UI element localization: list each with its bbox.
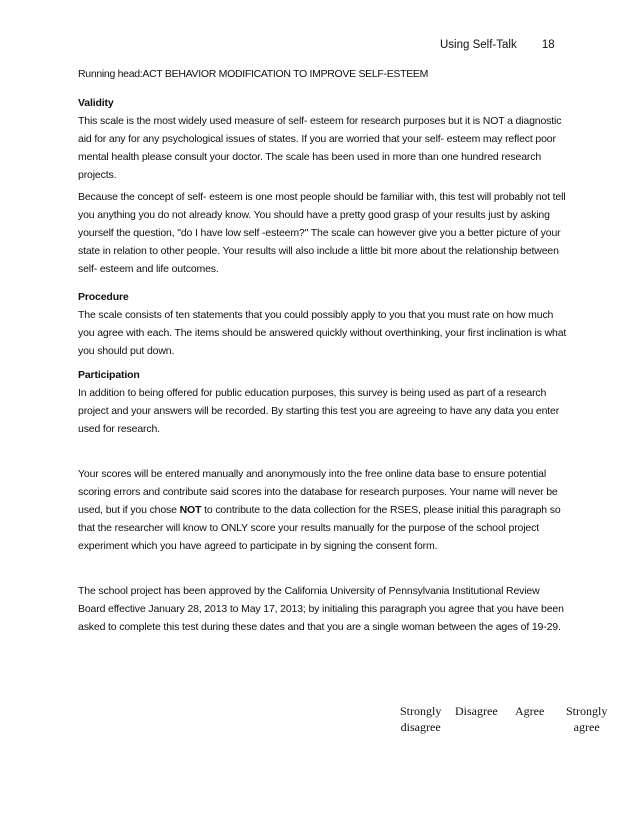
scale-strongly-agree (566, 703, 607, 735)
procedure-heading: Procedure (78, 291, 129, 303)
procedure-paragraph: The scale consists of ten statements that you could possibly apply to you that you must rate on how much you agree with each. The items should be answered quickly without overthinking, your first inclination is what you should put down. (78, 309, 567, 357)
approval-paragraph: The school project has been approved by the California University of Pennsylvania Institutional Review Board effective January 28, 2013 to May 17, 2013; by initialing this paragraph you agree that you have been asked to complete this test during these dates and that you are a single woman between the ages of 19-29. (78, 585, 564, 633)
scores-text-post: to contribute to the data collection for the RSES, please initial this paragraph so that the researcher will know to ONLY score your results manually for the purpose of the school project experiment which you have agreed to participate in by signing the consent form. (78, 504, 561, 552)
page-number: 18 (541, 39, 555, 51)
scale-strongly-disagree (400, 703, 441, 735)
scale-strongly-agree-line-2: agree (573, 720, 600, 734)
validity-paragraph-1: This scale is the most widely used measure of self- esteem for research purposes but it is NOT a diagnostic aid for any for any psychological issues of states. If you are worried that your self- esteem may reflect poor mental health please consult your doctor. The scale has been used in more than one hundred research projects. (78, 115, 562, 181)
scale-strongly-disagree-line-1: Strongly (400, 704, 442, 718)
procedure-section (78, 288, 568, 360)
validity-paragraph-2: Because the concept of self- esteem is one most people should be familiar with, this test will probably not tell you anything you do not already know. You should have a pretty good grasp of your results just by asking yourself the question, "do I have low self -esteem?" The scale can however give you a better picture of your state in relation to other people. Your results will also include a little bit more about the relationship between self- esteem and life outcomes. (78, 191, 566, 275)
participation-heading: Participation (78, 369, 140, 381)
scale-agree: Agree (515, 704, 545, 718)
scale-strongly-agree-line-1: Strongly (566, 704, 608, 718)
validity-paragraph-2-block (78, 188, 568, 278)
participation-section (78, 366, 568, 438)
running-head: Running head:ACT BEHAVIOR MODIFICATION TO IMPROVE SELF-ESTEEM (78, 68, 429, 80)
scale-strongly-disagree-line-2: disagree (400, 720, 441, 734)
scores-emphasis: NOT (179, 504, 202, 516)
validity-section (78, 94, 568, 184)
scale-disagree: Disagree (455, 704, 498, 718)
header-title: Using Self-Talk (440, 39, 517, 51)
rating-scale-header (400, 703, 615, 743)
page-header (440, 39, 555, 51)
participation-paragraph: In addition to being offered for public education purposes, this survey is being used as part of a research project and your answers will be recorded. By starting this test you are agreeing to have any data you enter used for research. (78, 387, 560, 435)
scores-section (78, 465, 568, 555)
scores-paragraph (78, 465, 568, 555)
scores-text-pre: Your scores will be entered manually and anonymously into the free online data base to ensure potential scoring errors and contribute said scores into the database for research purposes. Your name will never be used, but if you chose (78, 468, 558, 516)
validity-heading: Validity (78, 97, 114, 109)
approval-section (78, 582, 568, 636)
